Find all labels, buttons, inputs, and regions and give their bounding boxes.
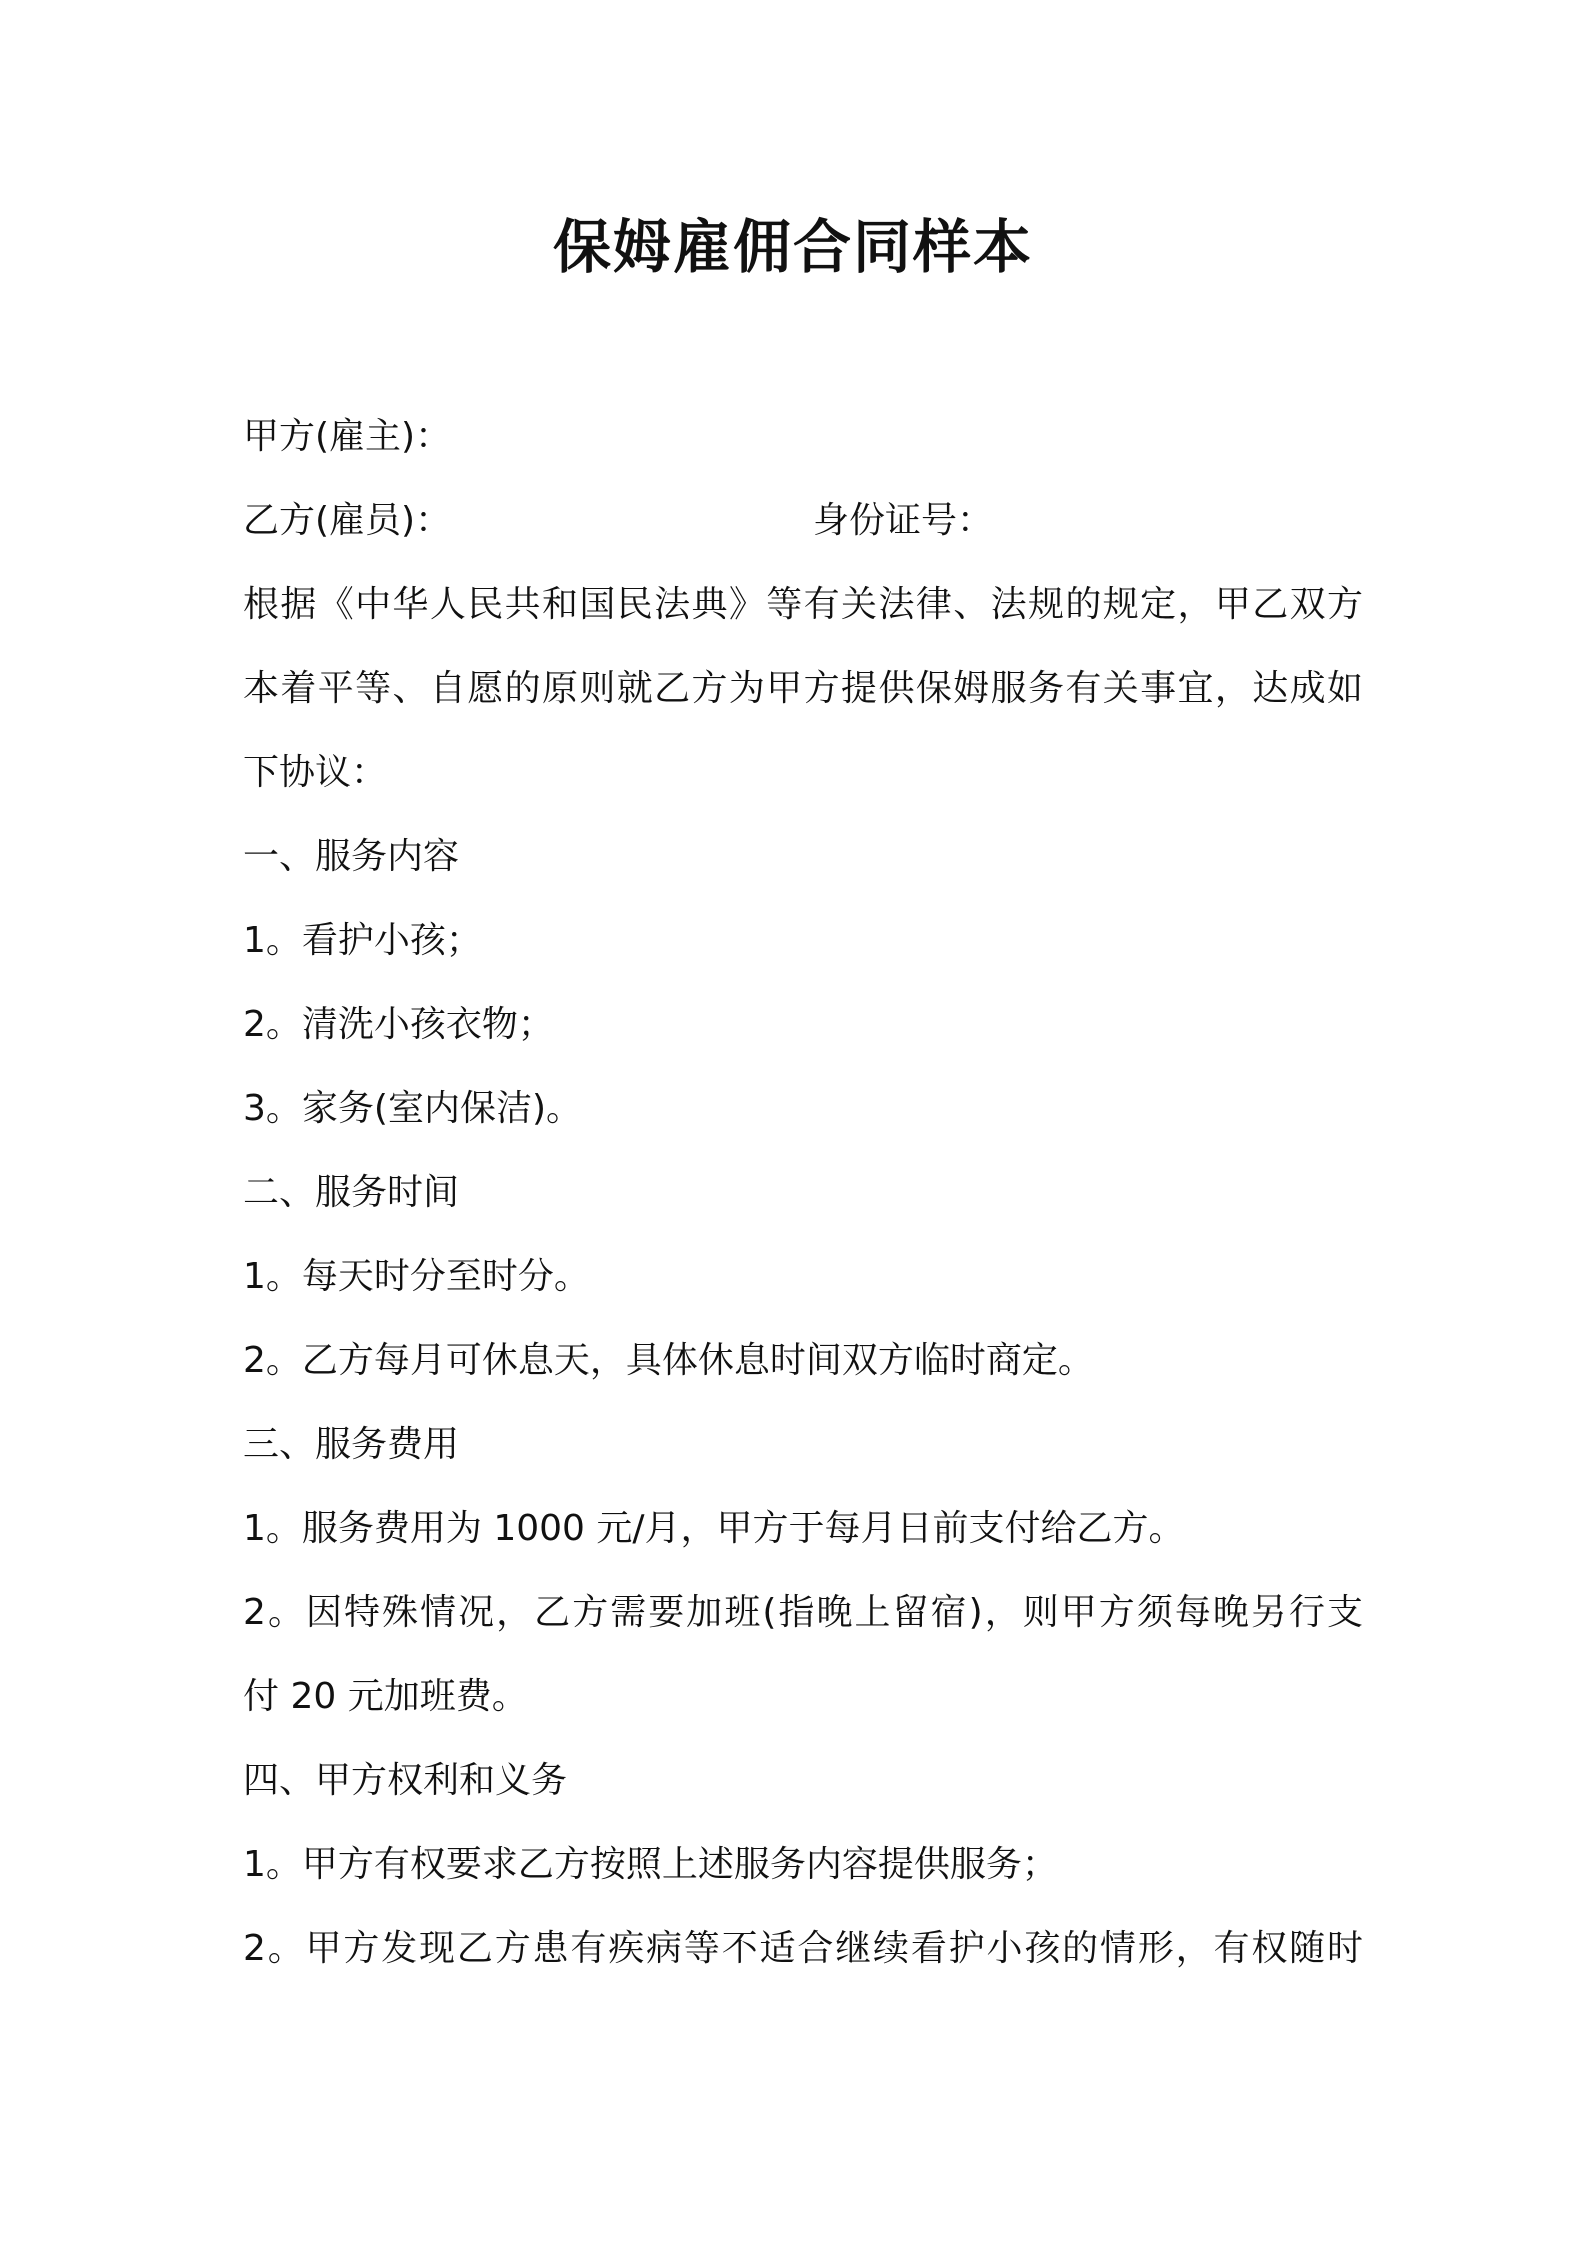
id-number-label: 身份证号： [813, 500, 994, 541]
service-content-item-2: 2。清洗小孩衣物； [243, 1004, 554, 1045]
service-content-item-3: 3。家务(室内保洁)。 [243, 1088, 582, 1129]
party-a-rights-item-1: 1。甲方有权要求乙方按照上述服务内容提供服务； [243, 1844, 1058, 1885]
service-content-item-1: 1。看护小孩； [243, 920, 482, 961]
party-a-rights-item-2: 2。甲方发现乙方患有疾病等不适合继续看护小孩的情形，有权随时 [243, 1928, 1363, 1969]
section-heading-service-time: 二、服务时间 [243, 1172, 460, 1213]
intro-line-3: 下协议： [243, 752, 388, 793]
service-fee-item-2-continued: 付 20 元加班费。 [243, 1676, 528, 1717]
service-time-item-2: 2。乙方每月可休息天，具体休息时间双方临时商定。 [243, 1340, 1094, 1381]
service-fee-item-1: 1。服务费用为 1000 元/月，甲方于每月日前支付给乙方。 [243, 1508, 1185, 1549]
section-heading-service-content: 一、服务内容 [243, 836, 460, 877]
section-heading-party-a-rights: 四、甲方权利和义务 [243, 1760, 568, 1801]
intro-line-1: 根据《中华人民共和国民法典》等有关法律、法规的规定，甲乙双方 [243, 584, 1363, 625]
service-time-item-1: 1。每天时分至时分。 [243, 1256, 590, 1297]
party-a-line: 甲方(雇主)： [243, 416, 452, 457]
party-b-row [243, 479, 1363, 563]
document-body [243, 395, 1363, 1991]
service-fee-item-2: 2。因特殊情况，乙方需要加班(指晚上留宿)，则甲方须每晚另行支 [243, 1592, 1363, 1633]
party-b-line: 乙方(雇员)： [243, 500, 452, 541]
document-title: 保姆雇佣合同样本 [552, 213, 1033, 281]
section-heading-service-fee: 三、服务费用 [243, 1424, 460, 1465]
intro-line-2: 本着平等、自愿的原则就乙方为甲方提供保姆服务有关事宜，达成如 [243, 668, 1363, 709]
